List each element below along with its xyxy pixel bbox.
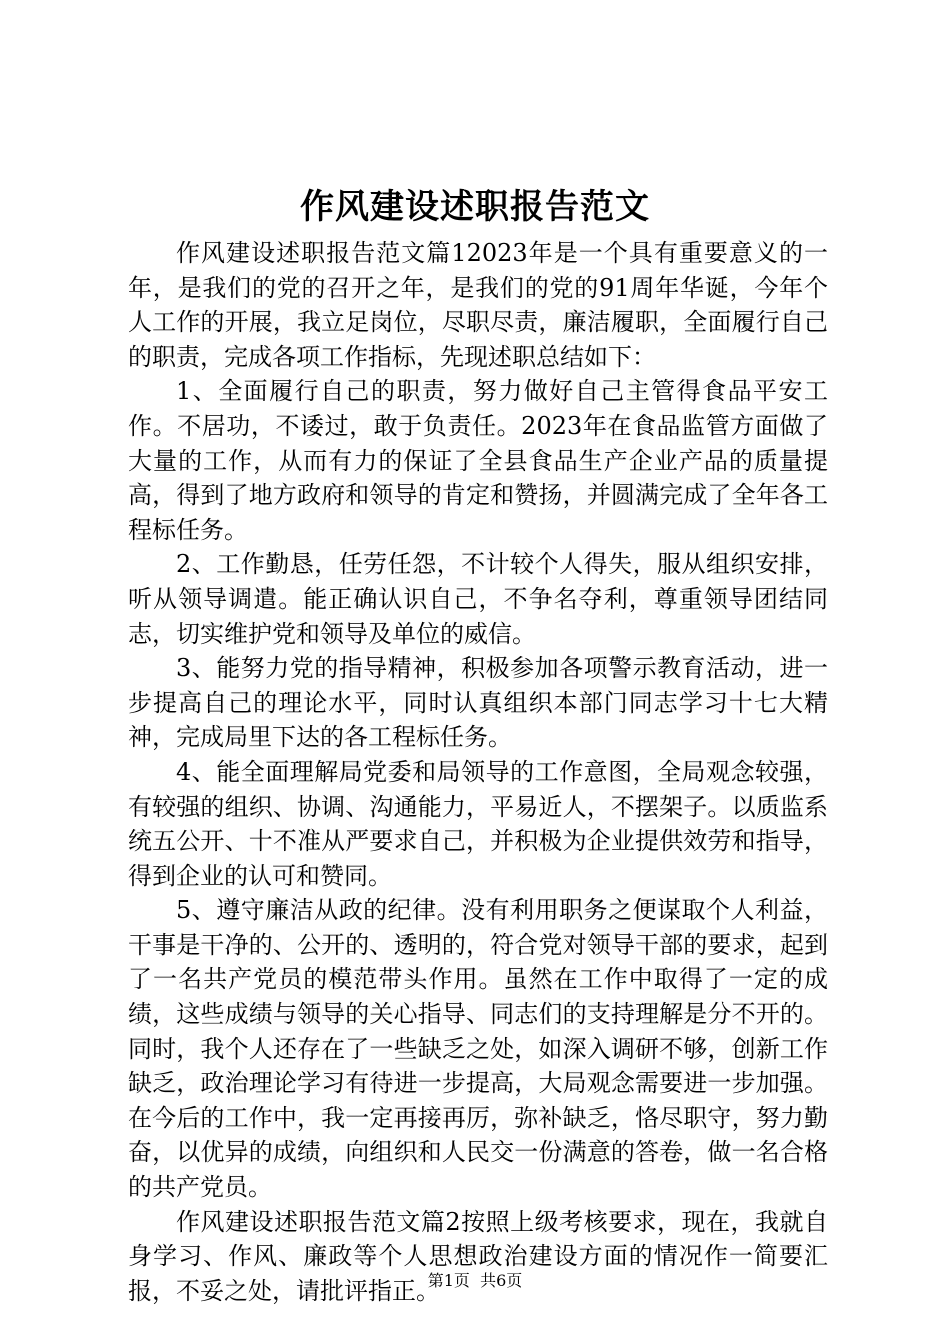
paragraph-item-5: 5、遵守廉洁从政的纪律。没有利用职务之便谋取个人利益，干事是干净的、公开的、透明的，符合党对领导干部的要求，起到了一名共产党员的模范带头作用。虽然在工作中取得了一定的成绩，这些成绩与领导的关心指导、同志们的支持理解是分不开的。同时，我个人还存在了一些缺乏之处，如深入调研不够，创新工作缺乏，政治理论学习有待进一步提高，大局观念需要进一步加强。在今后的工作中，我一定再接再厉，弥补缺乏，恪尽职守，努力勤奋，以优异的成绩，向组织和人民交一份满意的答卷，做一名合格的共产党员。 <box>128 896 828 1202</box>
paragraph-item-2: 2、工作勤恳，任劳任怨，不计较个人得失，服从组织安排，听从领导调遣。能正确认识自己，不争名夺利，尊重领导团结同志，切实维护党和领导及单位的威信。 <box>128 550 828 648</box>
document-title: 作风建设述职报告范文 <box>300 187 650 227</box>
paragraph-part-2: 作风建设述职报告范文篇2按照上级考核要求，现在，我就自身学习、作风、廉政等个人思想政治建设方面的情况作一简要汇报，不妥之处，请批评指正。 <box>128 1207 828 1305</box>
paragraph-item-3: 3、能努力党的指导精神，积极参加各项警示教育活动，进一步提高自己的理论水平，同时认真组织本部门同志学习十七大精神，完成局里下达的各工程标任务。 <box>128 654 828 752</box>
page-footer: 第1页 共6页 <box>427 1271 523 1290</box>
document-body <box>128 236 828 1308</box>
paragraph-item-4: 4、能全面理解局党委和局领导的工作意图，全局观念较强，有较强的组织、协调、沟通能力，平易近人，不摆架子。以质监系统五公开、十不准从严要求自己，并积极为企业提供效劳和指导，得到企业的认可和赞同。 <box>128 757 828 890</box>
paragraph-item-1: 1、全面履行自己的职责，努力做好自己主管得食品平安工作。不居功，不诿过，敢于负责任。2023年在食品监管方面做了大量的工作，从而有力的保证了全县食品生产企业产品的质量提高，得到了地方政府和领导的肯定和赞扬，并圆满完成了全年各工程标任务。 <box>128 377 828 544</box>
paragraph-intro: 作风建设述职报告范文篇12023年是一个具有重要意义的一年，是我们的党的召开之年，是我们的党的91周年华诞，今年个人工作的开展，我立足岗位，尽职尽责，廉洁履职，全面履行自己的职责，完成各项工作指标，先现述职总结如下： <box>128 239 828 371</box>
